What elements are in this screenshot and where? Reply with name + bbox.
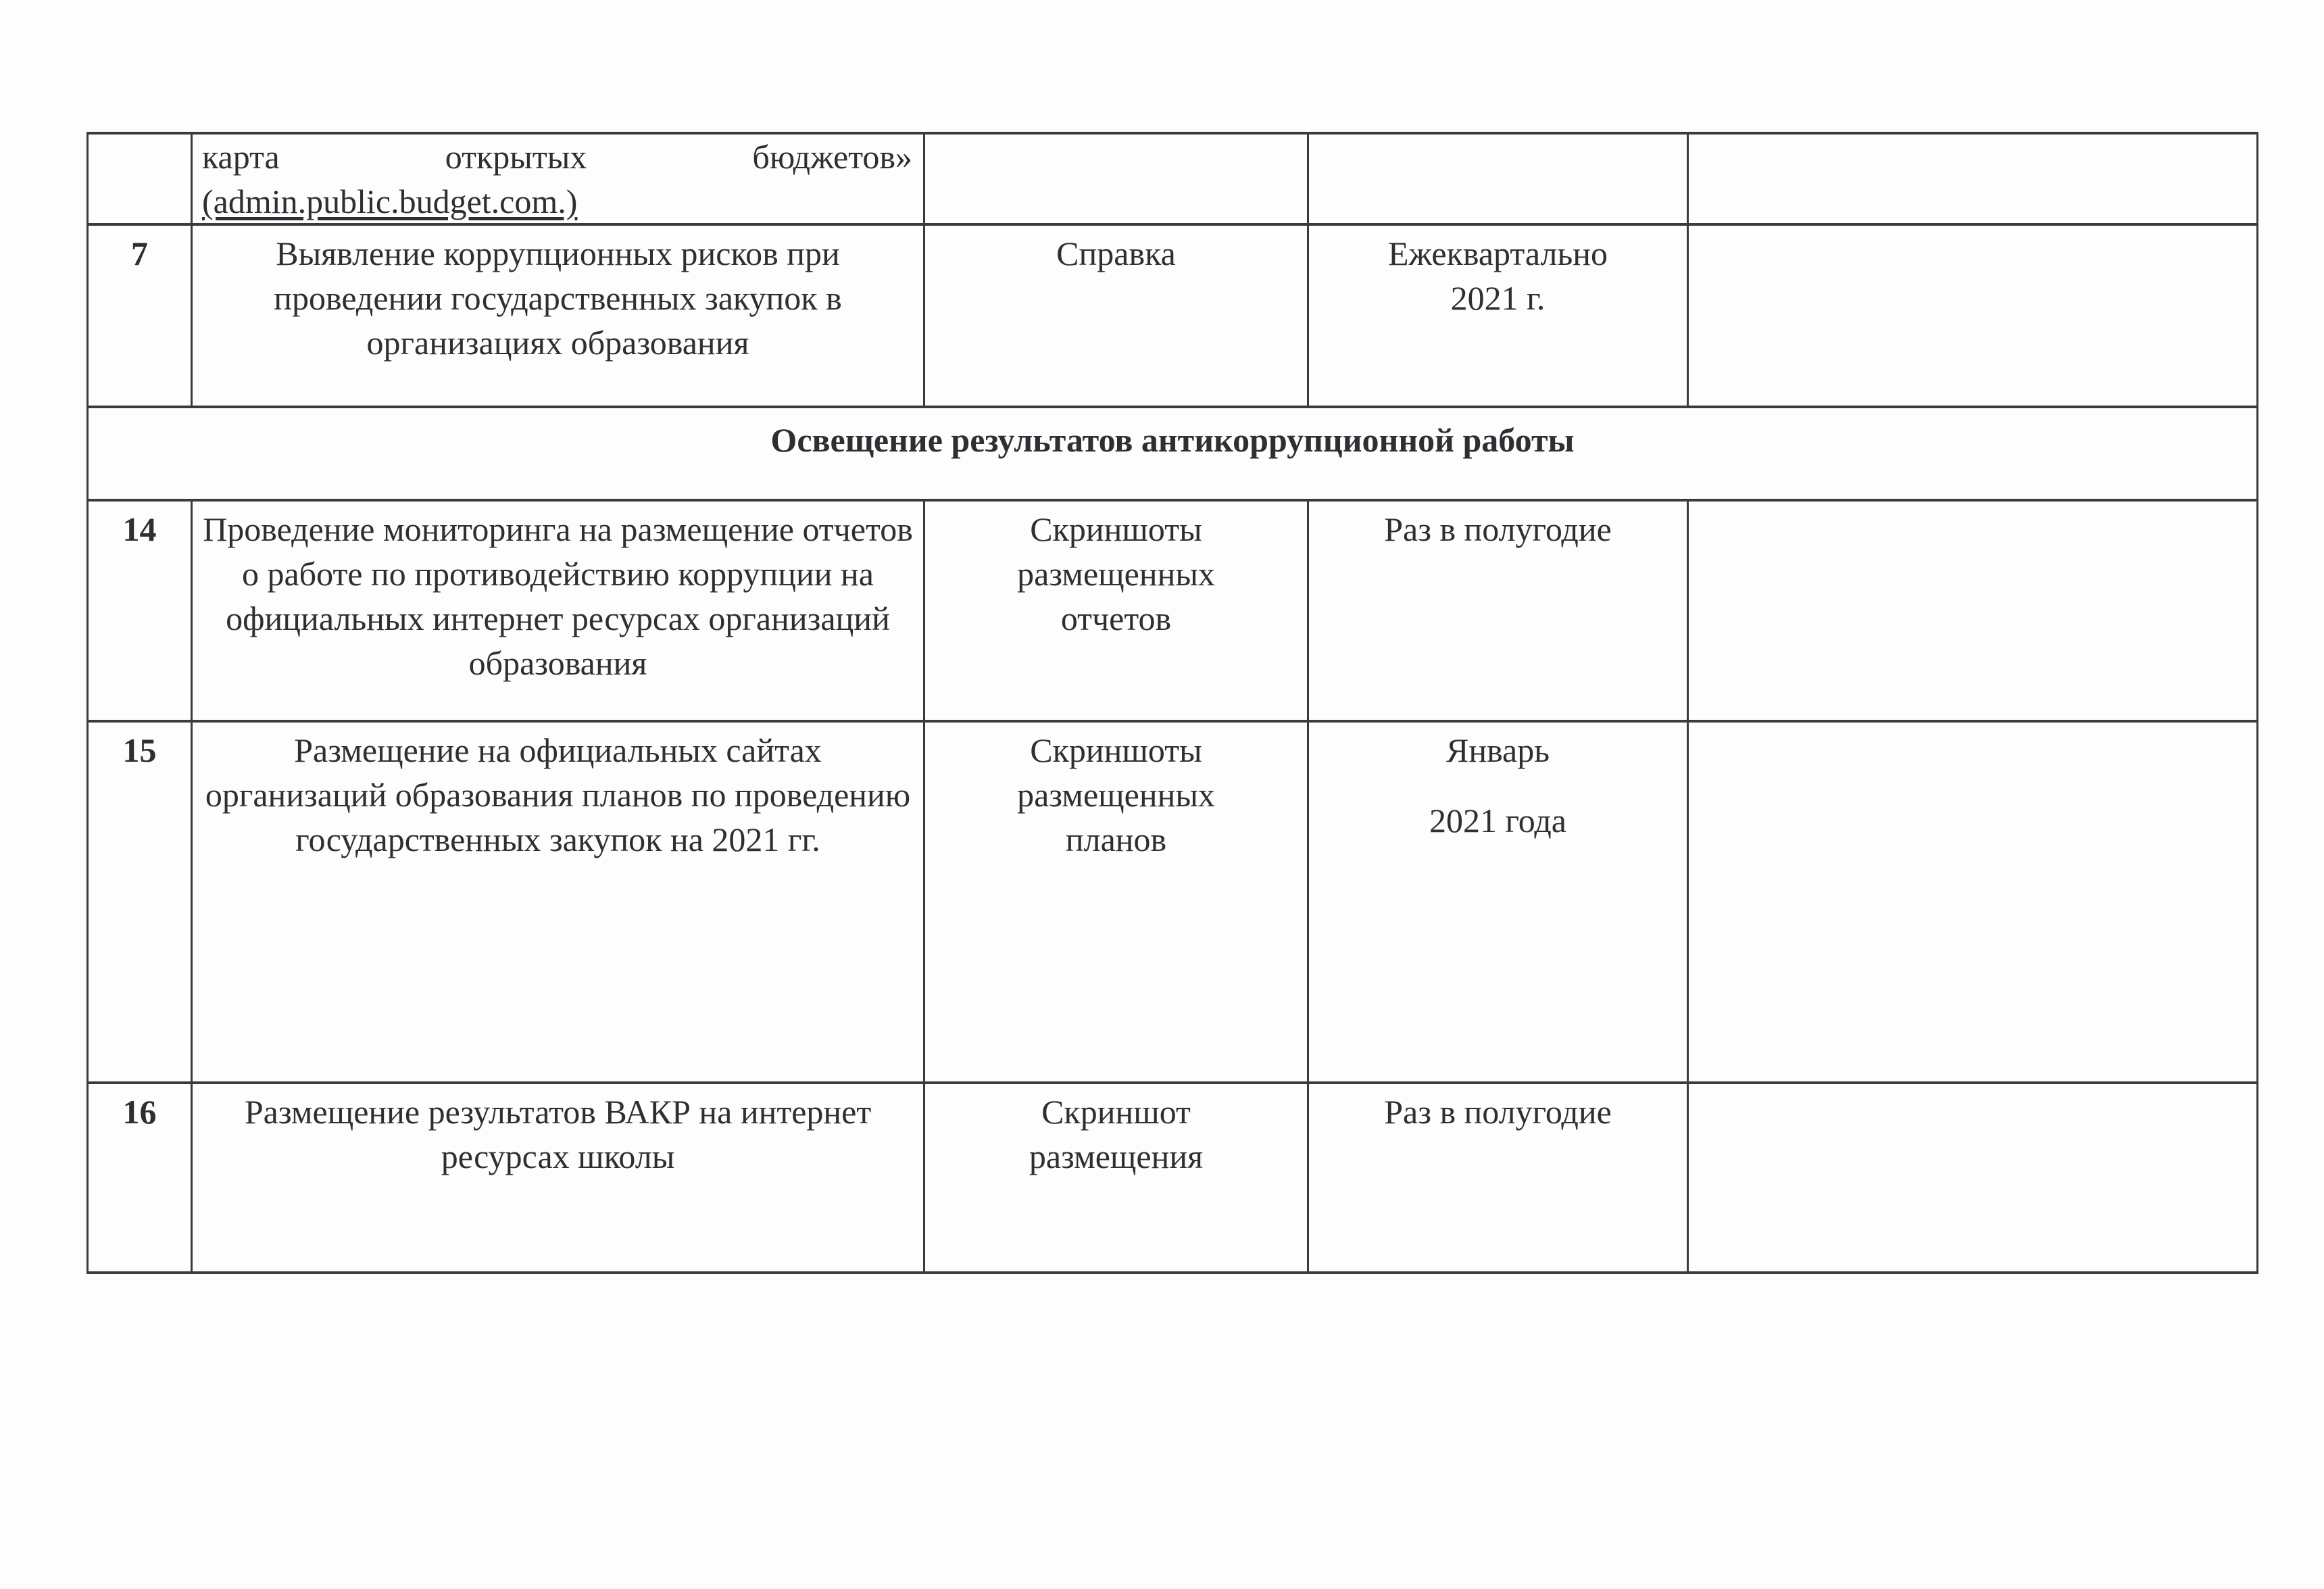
table-border-right [2256, 132, 2258, 1274]
result-cell [925, 1084, 1307, 1271]
activity-cell: Выявление коррупционных рисков при проведении государственных закупок в организациях образования [274, 235, 842, 362]
table-border-bottom [86, 1271, 2258, 1274]
row-number: 15 [122, 731, 157, 769]
result-line: размещенных [1017, 555, 1215, 593]
deadline-line: 2021 г. [1450, 279, 1546, 317]
result-line: отчетов [1060, 600, 1172, 637]
budget-portal-link[interactable]: (admin.public.budget.com.) [202, 182, 578, 220]
section-header: Освещение результатов антикоррупционной работы [770, 421, 1575, 459]
deadline-cell: Раз в полугодие [1384, 510, 1612, 548]
deadline-year: 2021 года [1429, 802, 1566, 839]
activity-text: карта открытых бюджетов» [202, 138, 912, 176]
result-cell: Справка [1056, 235, 1176, 272]
plan-table [86, 132, 2258, 1274]
activity-text-line [202, 135, 912, 179]
table-row-continuation [193, 135, 923, 223]
deadline-cell [1309, 226, 1687, 406]
activity-link-line [202, 179, 912, 224]
result-cell [925, 723, 1307, 1081]
deadline-line: Ежеквартально [1388, 235, 1608, 272]
result-line: планов [1065, 821, 1167, 858]
deadline-month: Январь [1445, 731, 1550, 769]
deadline-cell [1309, 723, 1687, 1081]
result-line: размещения [1029, 1138, 1204, 1175]
result-line: размещенных [1017, 776, 1215, 814]
column-divider [1687, 132, 1689, 406]
row-number: 7 [131, 235, 148, 272]
result-cell [925, 502, 1307, 720]
deadline-cell: Раз в полугодие [1384, 1093, 1612, 1131]
row-number: 14 [122, 510, 157, 548]
activity-cell: Размещение результатов ВАКР на интернет ресурсах школы [244, 1093, 872, 1175]
column-divider [1687, 499, 1689, 1274]
result-line: Скриншот [1041, 1093, 1191, 1131]
result-line: Скриншоты [1030, 510, 1202, 548]
activity-cell: Размещение на официальных сайтах организаций образования планов по проведению государственных закупок на 2021 гг. [205, 731, 911, 858]
result-line: Скриншоты [1030, 731, 1202, 769]
row-number: 16 [122, 1093, 157, 1131]
activity-cell: Проведение мониторинга на размещение отчетов о работе по противодействию коррупции на официальных интернет ресурсах организаций образования [203, 510, 913, 682]
